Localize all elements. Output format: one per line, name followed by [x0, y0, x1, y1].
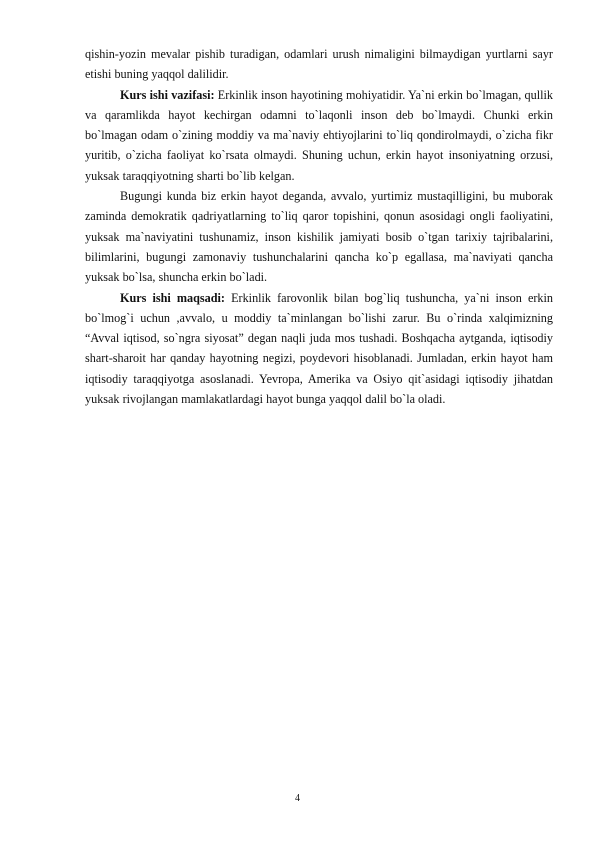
paragraph-text: Erkinlik farovonlik bilan bog`liq tushuncha, ya`ni inson erkin bo`lmog`i uchun ,avvalo, u moddiy ta`minlangan bo`lishi zarur. Bu o`rinda xalqimizning “Avval iqtisod, so`ngra siyosat” degan naqli juda mos tushadi. Boshqacha aytganda, iqtisodiy shart-sharoit har qanday hayotning negizi, poydevori hisoblanadi. Jumladan, erkin hayot ham iqtisodiy taraqqiyotga asoslanadi. Yevropa, Amerika va Osiyo qit`asidagi iqtisodiy jihatdan yuksak rivojlangan mamlakatlardagi hayot bunga yaqqol dalil bo`la oladi.: [85, 290, 553, 407]
paragraph-course-goal: [85, 288, 553, 410]
paragraph-heading: Kurs ishi maqsadi:: [120, 290, 225, 305]
page-number: 4: [295, 793, 300, 804]
paragraph-free-life: [85, 186, 553, 287]
paragraph-text: Erkinlik inson hayotining mohiyatidir. Ya`ni erkin bo`lmagan, qullik va qaramlikda hayot kechirgan odamni to`laqonli inson deb bo`lmaydi. Chunki erkin bo`lmagan odam o`zining moddiy va ma`naviy ehtiyojlarini to`liq qondirolmaydi, o`zicha fikr yuritib, o`zicha faoliyat ko`rsata olmaydi. Shuning uchun, erkin hayot insoniyatning orzusi, yuksak taraqqiyotning sharti bo`lib kelgan.: [85, 87, 553, 183]
paragraph-course-task: [85, 85, 553, 186]
paragraph-text: qishin-yozin mevalar pishib turadigan, odamlari urush nimaligini bilmaydigan yurtlarni sayr etishi buning yaqqol dalilidir.: [85, 47, 553, 82]
paragraph-text: Bugungi kunda biz erkin hayot deganda, avvalo, yurtimiz mustaqilligini, bu muborak zaminda demokratik qadriyatlarning to`liq qaror topishini, qonun asosidagi ongli faoliyatini, yuksak ma`naviyatini tushunamiz, inson kishilik jamiyati bosib o`tgan tarixiy tajribalarini, bilimlarini, bugungi zamonaviy tushunchalarini qancha ko`p egallasa, ma`naviyati qancha yuksak bo`lsa, shuncha erkin bo`ladi.: [85, 189, 553, 285]
paragraph-heading: Kurs ishi vazifasi:: [120, 87, 215, 102]
document-body: [85, 44, 553, 409]
paragraph-continuation: [85, 44, 553, 85]
